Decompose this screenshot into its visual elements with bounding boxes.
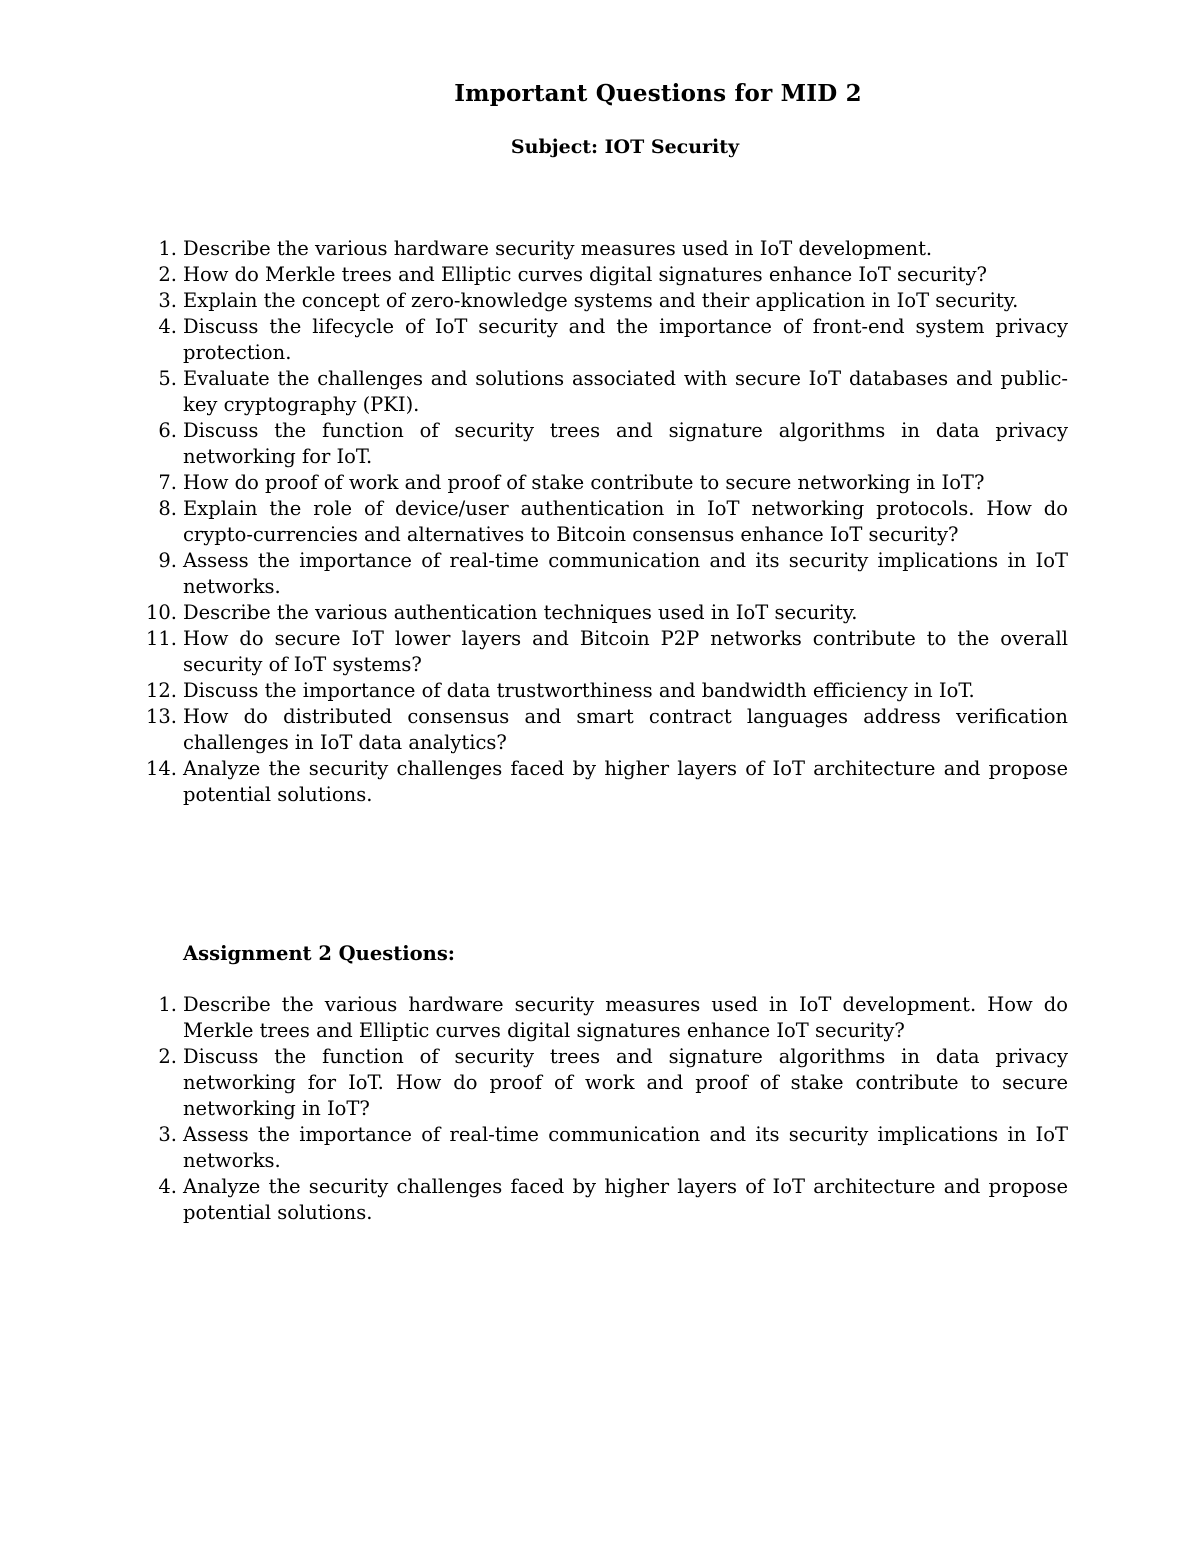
list-item: [145, 600, 1068, 626]
list-item-number: 9.: [158, 549, 177, 572]
list-item-text: How do Merkle trees and Elliptic curves digital signatures enhance IoT security?: [183, 263, 987, 286]
list-item-text: Describe the various hardware security measures used in IoT development.: [183, 237, 933, 260]
list-item-text: Discuss the function of security trees and signature algorithms in data privacy networking for IoT.: [183, 419, 1068, 468]
list-item: [145, 626, 1068, 678]
list-item-text: Discuss the function of security trees and signature algorithms in data privacy networking for IoT. How do proof of work and proof of stake contribute to secure networking in IoT?: [183, 1045, 1068, 1120]
list-item: [158, 262, 1068, 288]
list-item-number: 8.: [158, 497, 177, 520]
list-item: [158, 418, 1068, 470]
list-item: [158, 548, 1068, 600]
list-item-number: 6.: [158, 419, 177, 442]
list-item-text: How do proof of work and proof of stake contribute to secure networking in IoT?: [183, 471, 985, 494]
list-item-text: Describe the various authentication techniques used in IoT security.: [183, 601, 858, 624]
list-item-text: Analyze the security challenges faced by higher layers of IoT architecture and propose potential solutions.: [183, 1175, 1068, 1224]
list-item: [158, 236, 1068, 262]
list-item-text: Assess the importance of real-time communication and its security implications in IoT networks.: [183, 549, 1068, 598]
list-item-text: Evaluate the challenges and solutions associated with secure IoT databases and public-key cryptography (PKI).: [183, 367, 1068, 416]
list-item: [158, 992, 1068, 1044]
list-item-number: 13.: [145, 705, 177, 728]
list-item-number: 7.: [158, 471, 177, 494]
list-item-text: Explain the role of device/user authentication in IoT networking protocols. How do crypto-currencies and alternatives to Bitcoin consensus enhance IoT security?: [183, 497, 1068, 546]
list-item: [158, 288, 1068, 314]
list-item-text: How do distributed consensus and smart contract languages address verification challenges in IoT data analytics?: [183, 705, 1068, 754]
document-subject: Subject: IOT Security: [510, 136, 740, 158]
list-item: [158, 496, 1068, 548]
list-item-number: 4.: [158, 315, 177, 338]
list-item-text: Analyze the security challenges faced by higher layers of IoT architecture and propose potential solutions.: [183, 757, 1068, 806]
list-item-text: Assess the importance of real-time communication and its security implications in IoT networks.: [183, 1123, 1068, 1172]
list-item: [145, 704, 1068, 756]
list-item-number: 3.: [158, 289, 177, 312]
assignment-questions-list: [158, 992, 1068, 1226]
list-item: [145, 756, 1068, 808]
list-item-number: 4.: [158, 1175, 177, 1198]
list-item: [158, 470, 1068, 496]
list-item: [158, 1174, 1068, 1226]
mid-questions-list: [145, 236, 1068, 808]
assignment-heading: Assignment 2 Questions:: [183, 942, 456, 965]
list-item-number: 1.: [158, 993, 177, 1016]
list-item-number: 1.: [158, 237, 177, 260]
list-item-text: Describe the various hardware security measures used in IoT development. How do Merkle trees and Elliptic curves digital signatures enhance IoT security?: [183, 993, 1068, 1042]
list-item: [158, 366, 1068, 418]
list-item-number: 12.: [145, 679, 177, 702]
list-item-text: Explain the concept of zero-knowledge systems and their application in IoT security.: [183, 289, 1019, 312]
list-item: [158, 314, 1068, 366]
list-item-number: 2.: [158, 263, 177, 286]
list-item: [158, 1122, 1068, 1174]
list-item-number: 10.: [145, 601, 177, 624]
list-item-text: Discuss the lifecycle of IoT security and the importance of front-end system privacy protection.: [183, 315, 1068, 364]
list-item-number: 3.: [158, 1123, 177, 1146]
list-item-number: 2.: [158, 1045, 177, 1068]
list-item-number: 14.: [145, 757, 177, 780]
list-item-text: Discuss the importance of data trustworthiness and bandwidth efficiency in IoT.: [183, 679, 975, 702]
list-item-text: How do secure IoT lower layers and Bitcoin P2P networks contribute to the overall security of IoT systems?: [183, 627, 1068, 676]
document-title: Important Questions for MID 2: [454, 80, 862, 107]
list-item: [158, 1044, 1068, 1122]
list-item-number: 5.: [158, 367, 177, 390]
list-item: [145, 678, 1068, 704]
list-item-number: 11.: [145, 627, 177, 650]
